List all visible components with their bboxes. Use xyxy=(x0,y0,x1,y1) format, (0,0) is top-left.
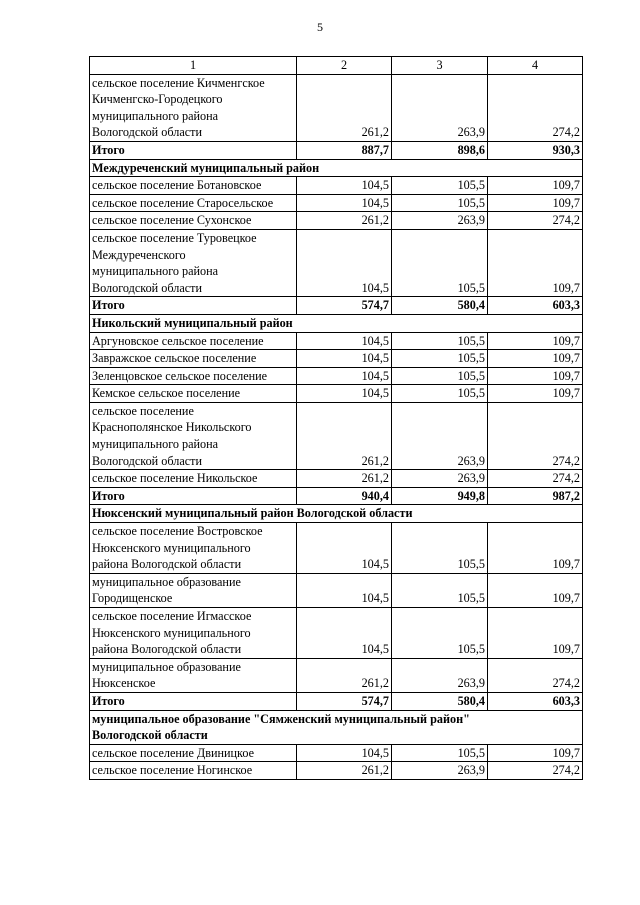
value-cell: 109,7 xyxy=(488,332,583,350)
table-row xyxy=(90,194,583,212)
value-cell: 105,5 xyxy=(392,177,488,195)
total-row xyxy=(90,692,583,710)
value-cell: 261,2 xyxy=(297,470,392,488)
value-cell: 274,2 xyxy=(488,402,583,469)
value-cell: 104,5 xyxy=(297,608,392,659)
table-row xyxy=(90,744,583,762)
settlement-name: муниципальное образование Нюксенское xyxy=(90,658,297,692)
value-cell: 109,7 xyxy=(488,744,583,762)
section-row xyxy=(90,314,583,332)
value-cell: 104,5 xyxy=(297,385,392,403)
budget-table xyxy=(89,56,583,780)
value-cell: 105,5 xyxy=(392,523,488,574)
value-cell: 104,5 xyxy=(297,177,392,195)
settlement-name: Аргуновское сельское поселение xyxy=(90,332,297,350)
value-cell: 109,7 xyxy=(488,229,583,296)
table-row xyxy=(90,608,583,659)
value-cell: 104,5 xyxy=(297,744,392,762)
table-row xyxy=(90,350,583,368)
value-cell: 105,5 xyxy=(392,608,488,659)
value-cell: 105,5 xyxy=(392,385,488,403)
settlement-name: сельское поселение Двиницкое xyxy=(90,744,297,762)
value-cell: 261,2 xyxy=(297,762,392,780)
table-row xyxy=(90,367,583,385)
value-cell: 274,2 xyxy=(488,658,583,692)
value-cell: 898,6 xyxy=(392,141,488,159)
settlement-name: Зеленцовское сельское поселение xyxy=(90,367,297,385)
column-header: 3 xyxy=(392,57,488,75)
value-cell: 104,5 xyxy=(297,194,392,212)
column-header: 1 xyxy=(90,57,297,75)
table-row xyxy=(90,762,583,780)
value-cell: 109,7 xyxy=(488,385,583,403)
value-cell: 261,2 xyxy=(297,402,392,469)
total-label: Итого xyxy=(90,297,297,315)
value-cell: 574,7 xyxy=(297,297,392,315)
value-cell: 104,5 xyxy=(297,523,392,574)
district-heading: муниципальное образование "Сямженский муниципальный район" Вологодской области xyxy=(90,710,583,744)
settlement-name: сельское поселение Туровецкое Междуреченского муниципального района Вологодской области xyxy=(90,229,297,296)
value-cell: 274,2 xyxy=(488,74,583,141)
settlement-name: Завражское сельское поселение xyxy=(90,350,297,368)
value-cell: 105,5 xyxy=(392,229,488,296)
value-cell: 263,9 xyxy=(392,762,488,780)
settlement-name: сельское поселение Кичменгское Кичменгско-Городецкого муниципального района Вологодской области xyxy=(90,74,297,141)
table-row xyxy=(90,470,583,488)
value-cell: 263,9 xyxy=(392,658,488,692)
total-row xyxy=(90,297,583,315)
total-row xyxy=(90,141,583,159)
value-cell: 105,5 xyxy=(392,350,488,368)
value-cell: 104,5 xyxy=(297,332,392,350)
table-row xyxy=(90,212,583,230)
value-cell: 263,9 xyxy=(392,212,488,230)
settlement-name: сельское поселение Никольское xyxy=(90,470,297,488)
value-cell: 949,8 xyxy=(392,487,488,505)
table-row xyxy=(90,402,583,469)
settlement-name: сельское поселение Ногинское xyxy=(90,762,297,780)
table-row xyxy=(90,74,583,141)
value-cell: 105,5 xyxy=(392,332,488,350)
value-cell: 105,5 xyxy=(392,194,488,212)
value-cell: 105,5 xyxy=(392,744,488,762)
value-cell: 104,5 xyxy=(297,573,392,607)
value-cell: 263,9 xyxy=(392,402,488,469)
value-cell: 261,2 xyxy=(297,212,392,230)
table-row xyxy=(90,177,583,195)
value-cell: 105,5 xyxy=(392,573,488,607)
total-label: Итого xyxy=(90,487,297,505)
value-cell: 887,7 xyxy=(297,141,392,159)
value-cell: 104,5 xyxy=(297,367,392,385)
district-heading: Нюксенский муниципальный район Вологодской области xyxy=(90,505,583,523)
total-label: Итого xyxy=(90,141,297,159)
total-label: Итого xyxy=(90,692,297,710)
value-cell: 109,7 xyxy=(488,194,583,212)
settlement-name: сельское поселение Ботановское xyxy=(90,177,297,195)
settlement-name: сельское поселение Востровское Нюксенского муниципального района Вологодской области xyxy=(90,523,297,574)
column-header: 4 xyxy=(488,57,583,75)
value-cell: 104,5 xyxy=(297,229,392,296)
value-cell: 261,2 xyxy=(297,658,392,692)
settlement-name: сельское поселение Старосельское xyxy=(90,194,297,212)
value-cell: 109,7 xyxy=(488,523,583,574)
column-header: 2 xyxy=(297,57,392,75)
district-heading: Междуреченский муниципальный район xyxy=(90,159,583,177)
page-number: 5 xyxy=(317,20,323,34)
value-cell: 580,4 xyxy=(392,692,488,710)
value-cell: 940,4 xyxy=(297,487,392,505)
value-cell: 109,7 xyxy=(488,350,583,368)
table-row xyxy=(90,332,583,350)
value-cell: 261,2 xyxy=(297,74,392,141)
value-cell: 263,9 xyxy=(392,74,488,141)
total-row xyxy=(90,487,583,505)
value-cell: 274,2 xyxy=(488,212,583,230)
value-cell: 263,9 xyxy=(392,470,488,488)
table-row xyxy=(90,385,583,403)
header-row xyxy=(90,57,583,75)
value-cell: 105,5 xyxy=(392,367,488,385)
district-heading: Никольский муниципальный район xyxy=(90,314,583,332)
value-cell: 274,2 xyxy=(488,470,583,488)
table-row xyxy=(90,523,583,574)
value-cell: 109,7 xyxy=(488,608,583,659)
section-row xyxy=(90,505,583,523)
value-cell: 109,7 xyxy=(488,367,583,385)
settlement-name: сельское поселение Краснополянское Никольского муниципального района Вологодской области xyxy=(90,402,297,469)
table-row xyxy=(90,573,583,607)
value-cell: 930,3 xyxy=(488,141,583,159)
table-row xyxy=(90,658,583,692)
value-cell: 574,7 xyxy=(297,692,392,710)
value-cell: 104,5 xyxy=(297,350,392,368)
settlement-name: сельское поселение Игмасское Нюксенского муниципального района Вологодской области xyxy=(90,608,297,659)
section-row xyxy=(90,710,583,744)
value-cell: 580,4 xyxy=(392,297,488,315)
value-cell: 603,3 xyxy=(488,297,583,315)
section-row xyxy=(90,159,583,177)
value-cell: 274,2 xyxy=(488,762,583,780)
value-cell: 987,2 xyxy=(488,487,583,505)
value-cell: 109,7 xyxy=(488,573,583,607)
value-cell: 603,3 xyxy=(488,692,583,710)
settlement-name: сельское поселение Сухонское xyxy=(90,212,297,230)
value-cell: 109,7 xyxy=(488,177,583,195)
settlement-name: муниципальное образование Городищенское xyxy=(90,573,297,607)
table-row xyxy=(90,229,583,296)
settlement-name: Кемское сельское поселение xyxy=(90,385,297,403)
